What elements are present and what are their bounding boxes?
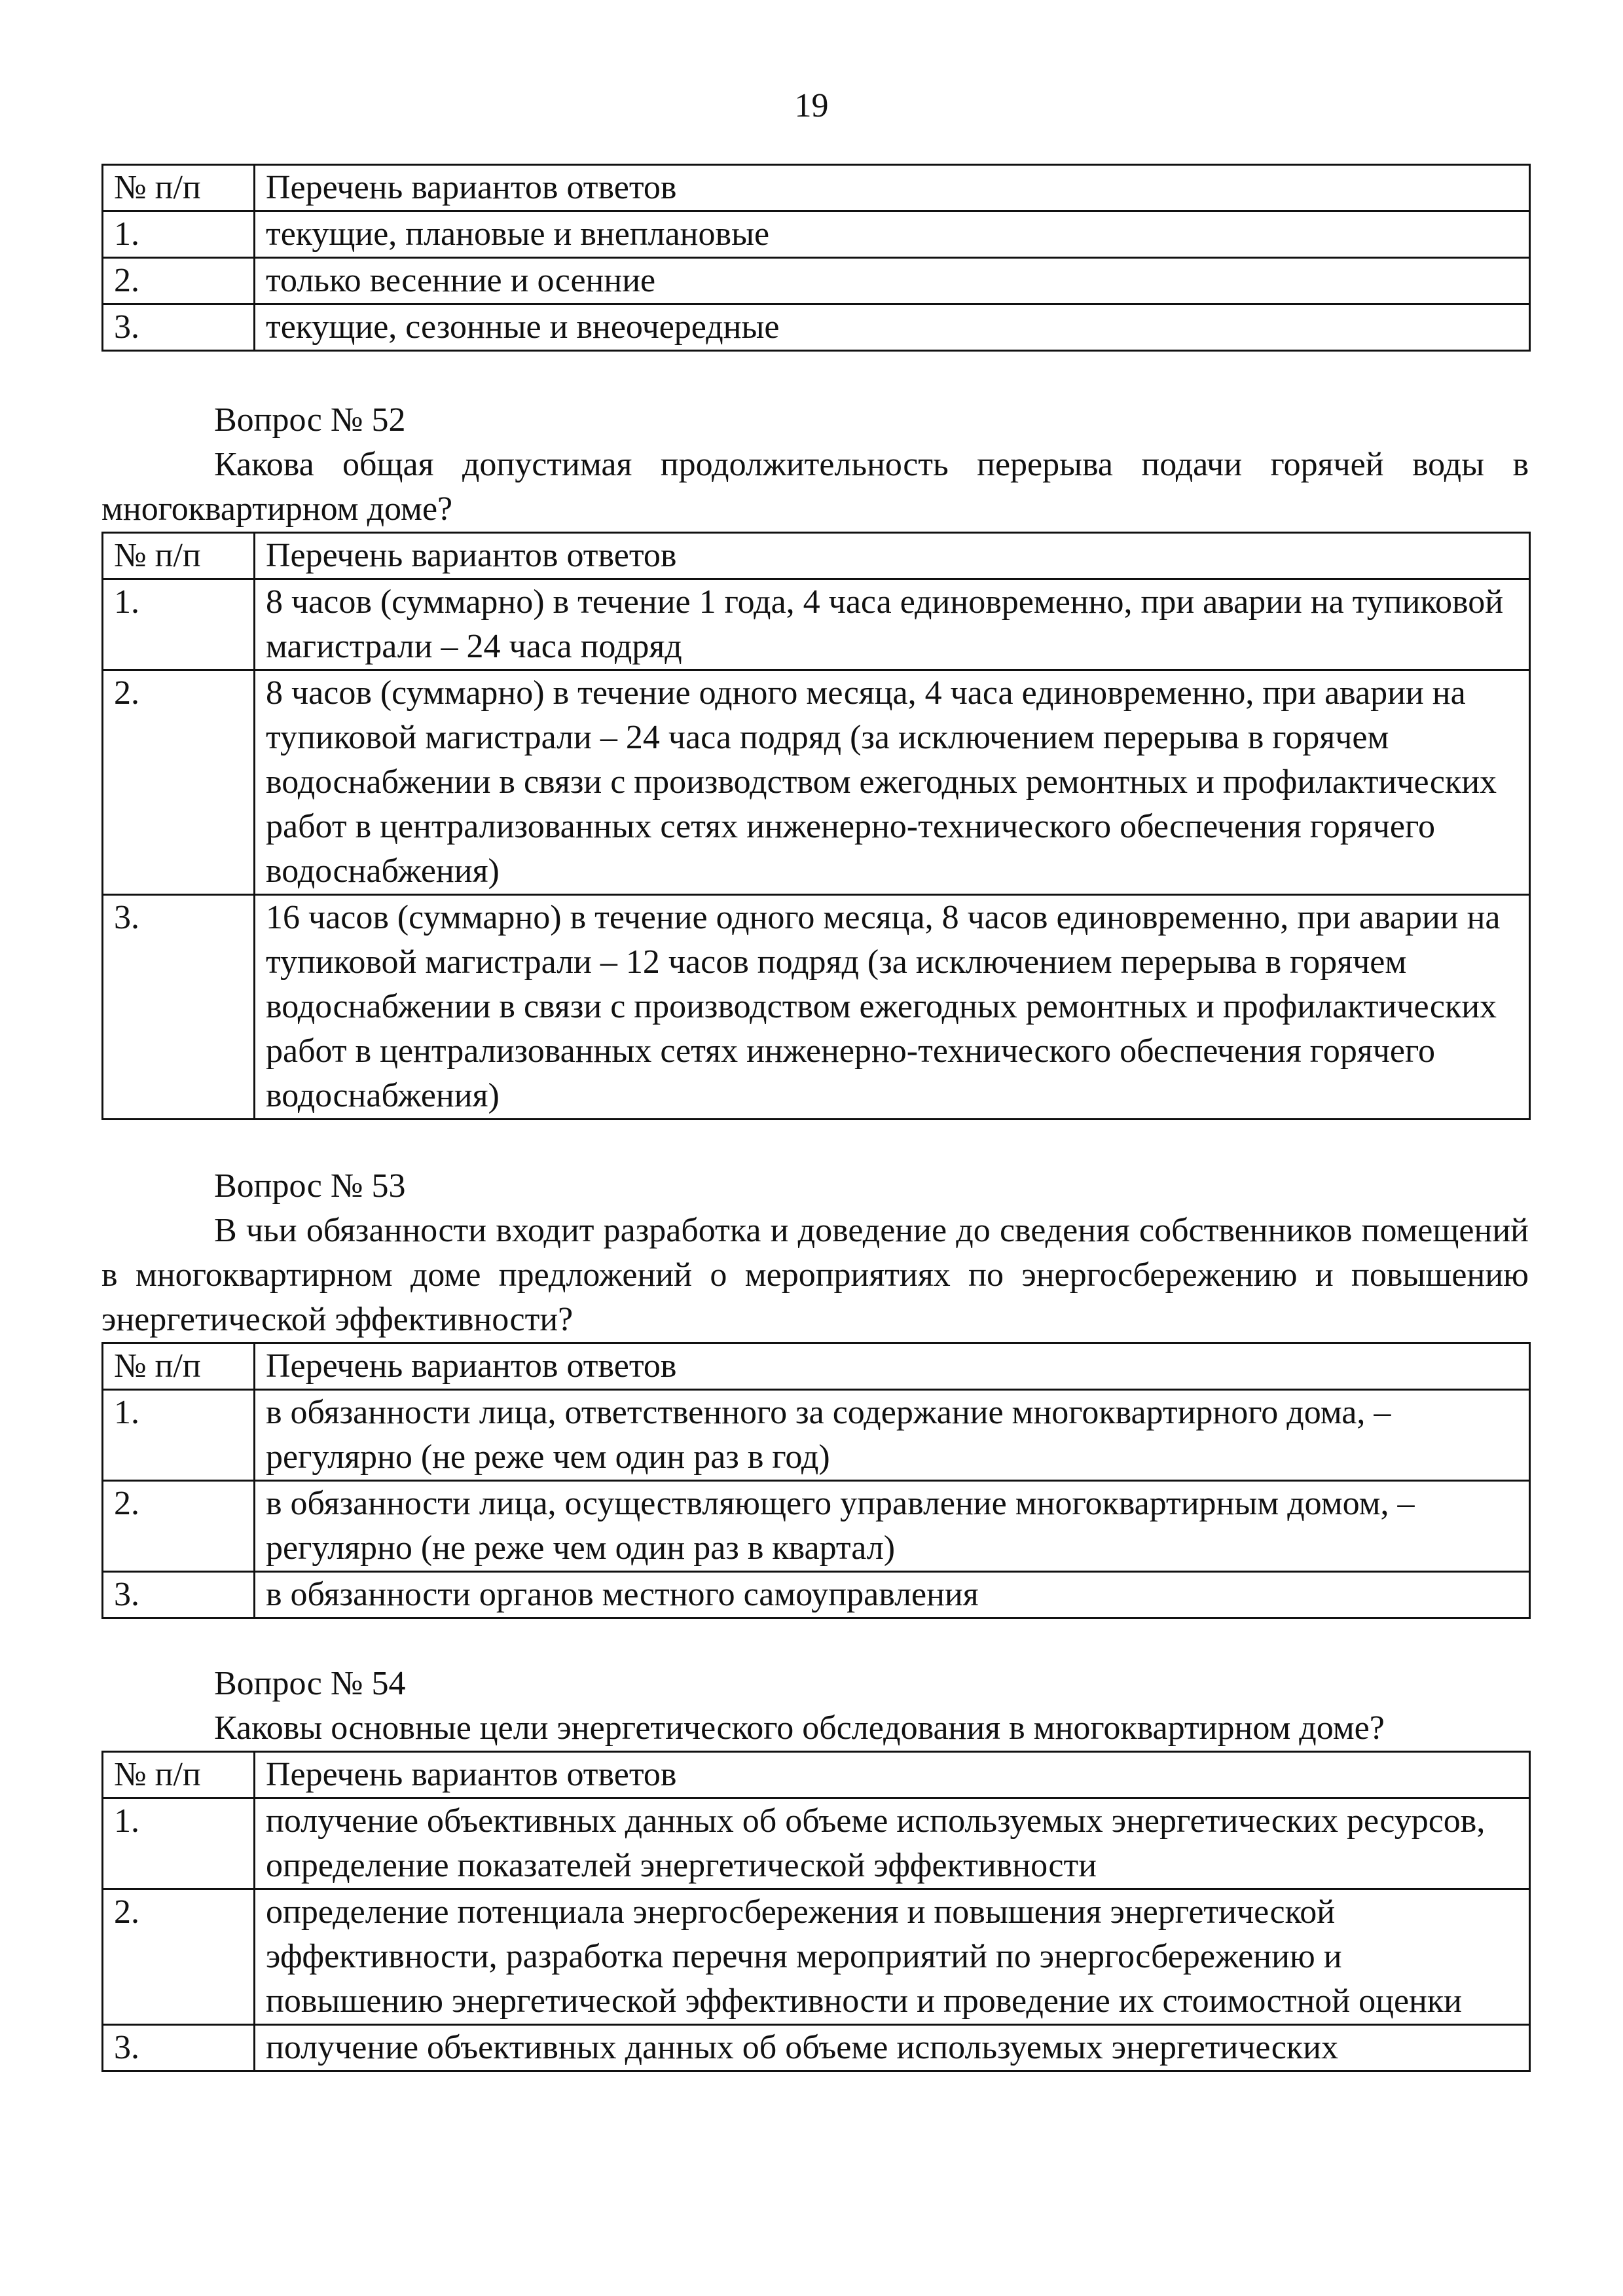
table-header-row xyxy=(103,1343,1530,1390)
answer-num: 2. xyxy=(103,258,255,304)
answer-text: в обязанности лица, ответственного за содержание многоквартирного дома, – регулярно (не реже чем один раз в год) xyxy=(266,1394,1391,1476)
answer-num: 2. xyxy=(103,670,255,895)
header-num-cell: № п/п xyxy=(103,533,255,579)
question-title: Вопрос № 53 xyxy=(214,1167,406,1205)
table-row xyxy=(103,258,1530,304)
q52-block xyxy=(101,398,1529,1120)
q54-answer-table xyxy=(101,1751,1531,2072)
answer-text-cell xyxy=(255,258,1530,304)
header-text: Перечень вариантов ответов xyxy=(266,1756,677,1793)
answer-text-cell xyxy=(255,1481,1530,1572)
q52-answer-table xyxy=(101,532,1531,1120)
q53-block xyxy=(101,1164,1529,1619)
answer-num: 3. xyxy=(103,1572,255,1618)
table-row xyxy=(103,1572,1530,1618)
header-text-cell xyxy=(255,165,1530,211)
answer-text: получение объективных данных об объеме используемых энергетических xyxy=(266,2029,1338,2066)
header-text-cell xyxy=(255,533,1530,579)
answer-num: 1. xyxy=(103,211,255,258)
q51-answer-table xyxy=(101,164,1531,352)
question-text: В чьи обязанности входит разработка и доведение до сведения собственников помещений в многоквартирном доме предложений о мероприятиях по энергосбережению и повышению энергетической эффективности? xyxy=(101,1212,1529,1338)
table-row xyxy=(103,579,1530,670)
answer-text-cell xyxy=(255,1572,1530,1618)
table-row xyxy=(103,1889,1530,2025)
answer-text-cell xyxy=(255,1798,1530,1889)
header-num-cell: № п/п xyxy=(103,1343,255,1390)
answer-text-cell xyxy=(255,211,1530,258)
answer-text-cell xyxy=(255,1390,1530,1481)
header-text: Перечень вариантов ответов xyxy=(266,169,677,206)
answer-num: 2. xyxy=(103,1889,255,2025)
question-title: Вопрос № 54 xyxy=(214,1665,406,1702)
answer-text: получение объективных данных об объеме используемых энергетических ресурсов, определение показателей энергетической эффективности xyxy=(266,1802,1486,1884)
answer-text: в обязанности органов местного самоуправления xyxy=(266,1576,979,1613)
table-row xyxy=(103,211,1530,258)
answer-num: 1. xyxy=(103,579,255,670)
header-text: Перечень вариантов ответов xyxy=(266,1347,677,1385)
header-num-cell: № п/п xyxy=(103,165,255,211)
table-header-row xyxy=(103,165,1530,211)
question-title: Вопрос № 52 xyxy=(214,401,406,439)
table-header-row xyxy=(103,1752,1530,1798)
answer-text: в обязанности лица, осуществляющего управление многоквартирным домом, – регулярно (не реже чем один раз в квартал) xyxy=(266,1485,1415,1567)
table-row xyxy=(103,895,1530,1120)
answer-text-cell xyxy=(255,895,1530,1120)
header-num-cell: № п/п xyxy=(103,1752,255,1798)
answer-num: 1. xyxy=(103,1390,255,1481)
answer-num: 2. xyxy=(103,1481,255,1572)
answer-text: 8 часов (суммарно) в течение одного месяца, 4 часа единовременно, при аварии на тупиковой магистрали – 24 часа подряд (за исключением перерыва в горячем водоснабжении в связи с производством ежегодных ремонтных и профилактических работ в централизованных сетях инженерно-технического обеспечения горячего водоснабжения) xyxy=(266,674,1497,890)
answer-text: 16 часов (суммарно) в течение одного месяца, 8 часов единовременно, при аварии на тупиковой магистрали – 12 часов подряд (за исключением перерыва в горячем водоснабжении в связи с производством ежегодных ремонтных и профилактических работ в централизованных сетях инженерно-технического обеспечения горячего водоснабжения) xyxy=(266,899,1501,1114)
table-header-row xyxy=(103,533,1530,579)
q54-block xyxy=(101,1662,1529,2072)
answer-text: только весенние и осенние xyxy=(266,262,656,299)
answer-text-cell xyxy=(255,1889,1530,2025)
question-text: Какова общая допустимая продолжительность перерыва подачи горячей воды в многоквартирном доме? xyxy=(101,446,1529,528)
answer-text-cell xyxy=(255,304,1530,351)
answer-num: 3. xyxy=(103,2025,255,2071)
answer-text: 8 часов (суммарно) в течение 1 года, 4 часа единовременно, при аварии на тупиковой магистрали – 24 часа подряд xyxy=(266,583,1504,665)
table-row xyxy=(103,1390,1530,1481)
page-number: 19 xyxy=(794,87,829,124)
header-text-cell xyxy=(255,1752,1530,1798)
q53-answer-table xyxy=(101,1342,1531,1619)
answer-text-cell xyxy=(255,670,1530,895)
answer-num: 1. xyxy=(103,1798,255,1889)
table-row xyxy=(103,304,1530,351)
header-text: Перечень вариантов ответов xyxy=(266,537,677,574)
table-row xyxy=(103,2025,1530,2071)
answer-num: 3. xyxy=(103,895,255,1120)
answer-text: текущие, сезонные и внеочередные xyxy=(266,308,780,346)
answer-num: 3. xyxy=(103,304,255,351)
q51-block xyxy=(101,164,1529,352)
answer-text-cell xyxy=(255,2025,1530,2071)
question-text: Каковы основные цели энергетического обследования в многоквартирном доме? xyxy=(214,1709,1385,1747)
table-row xyxy=(103,670,1530,895)
table-row xyxy=(103,1481,1530,1572)
answer-text-cell xyxy=(255,579,1530,670)
answer-text: текущие, плановые и внеплановые xyxy=(266,215,770,253)
header-text-cell xyxy=(255,1343,1530,1390)
table-row xyxy=(103,1798,1530,1889)
answer-text: определение потенциала энергосбережения и повышения энергетической эффективности, разработка перечня мероприятий по энергосбережению и повышению энергетической эффективности и проведение их стоимостной оценки xyxy=(266,1893,1462,2020)
